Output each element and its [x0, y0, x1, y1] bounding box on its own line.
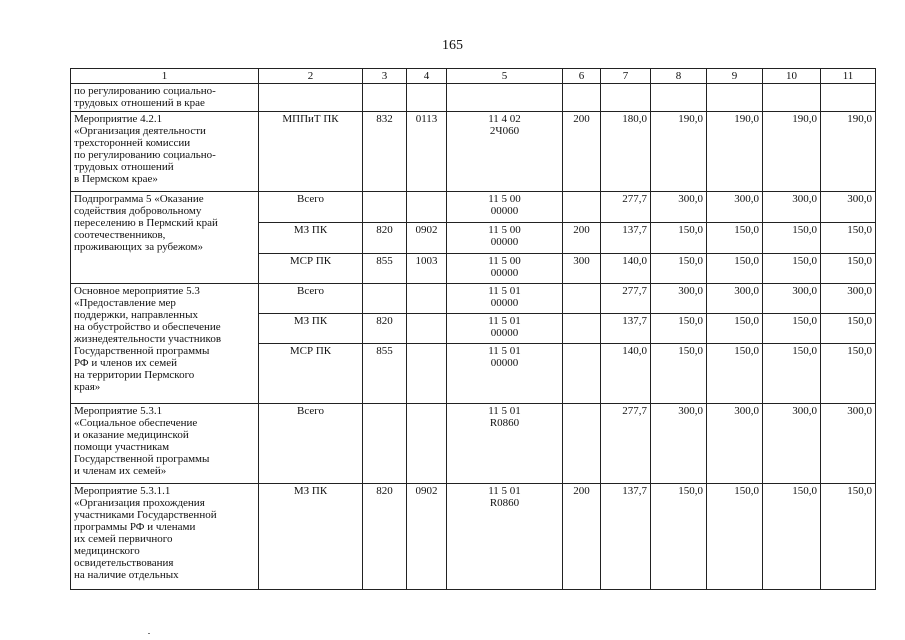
table-cell: 150,0: [821, 314, 876, 344]
table-cell: МЗ ПК: [259, 314, 363, 344]
table-cell: 0113: [407, 112, 447, 192]
table-cell: 150,0: [651, 223, 707, 254]
table-cell: [363, 192, 407, 223]
table-cell: 150,0: [651, 314, 707, 344]
table-cell: [363, 284, 407, 314]
table-cell: 200: [563, 112, 601, 192]
table-cell: 137,7: [601, 314, 651, 344]
table-cell: 820: [363, 223, 407, 254]
table-cell: 11 5 01 00000: [447, 314, 563, 344]
table-cell: 11 5 01 00000: [447, 344, 563, 404]
table-cell: 820: [363, 314, 407, 344]
table-cell: 150,0: [821, 484, 876, 590]
table-cell: [363, 404, 407, 484]
table-cell: 300,0: [707, 284, 763, 314]
table-cell: [563, 314, 601, 344]
table-cell: 190,0: [821, 112, 876, 192]
table-cell: 0902: [407, 484, 447, 590]
page-number: 165: [442, 38, 463, 53]
table-cell: 150,0: [707, 223, 763, 254]
row-name: Мероприятие 5.3.1 «Социальное обеспечение и оказание медицинской помощи участникам Государственной программы и членам их семей»: [71, 404, 259, 484]
row-name: Основное мероприятие 5.3 «Предоставление мер поддержки, направленных на обустройство и обеспечение жизнедеятельности участников Государственной программы РФ и членов их семей на территории Пермского края»: [71, 284, 259, 404]
header-cell: 1: [71, 69, 259, 84]
table-cell: 855: [363, 344, 407, 404]
header-cell: 7: [601, 69, 651, 84]
table-cell: МСР ПК: [259, 344, 363, 404]
table-cell: 277,7: [601, 284, 651, 314]
table-cell: 300: [563, 254, 601, 284]
header-cell: 3: [363, 69, 407, 84]
table-cell: 300,0: [821, 284, 876, 314]
table-cell: 300,0: [763, 192, 821, 223]
table-cell: 300,0: [707, 404, 763, 484]
table-cell: 190,0: [763, 112, 821, 192]
table-cell: 200: [563, 484, 601, 590]
table-cell: 150,0: [821, 254, 876, 284]
table-cell: 150,0: [763, 344, 821, 404]
scan-speck: [148, 633, 150, 634]
table-cell: 150,0: [821, 223, 876, 254]
table-cell: 140,0: [601, 344, 651, 404]
table-cell: 150,0: [707, 484, 763, 590]
table-cell: [407, 404, 447, 484]
table-cell: [407, 284, 447, 314]
table-cell: [651, 84, 707, 112]
table-cell: 855: [363, 254, 407, 284]
table-cell: [363, 84, 407, 112]
table-cell: 11 5 01 00000: [447, 284, 563, 314]
table-cell: 11 5 01 R0860: [447, 404, 563, 484]
table-cell: 180,0: [601, 112, 651, 192]
table-row: [71, 284, 876, 314]
table-row: [71, 84, 876, 112]
table-cell: 820: [363, 484, 407, 590]
table-cell: 300,0: [651, 404, 707, 484]
table-cell: 300,0: [821, 192, 876, 223]
table-cell: [563, 284, 601, 314]
table-cell: [563, 404, 601, 484]
table-cell: 150,0: [707, 254, 763, 284]
table-cell: 150,0: [763, 484, 821, 590]
table-row: [71, 484, 876, 590]
table-cell: 150,0: [707, 344, 763, 404]
table-cell: 11 4 02 2Ч060: [447, 112, 563, 192]
table-cell: 150,0: [763, 254, 821, 284]
table-cell: МППиТ ПК: [259, 112, 363, 192]
table-cell: 1003: [407, 254, 447, 284]
row-name: по регулированию социально- трудовых отношений в крае: [71, 84, 259, 112]
table-cell: [707, 84, 763, 112]
table-cell: [407, 192, 447, 223]
header-cell: 9: [707, 69, 763, 84]
table-cell: Всего: [259, 404, 363, 484]
table-cell: 150,0: [763, 314, 821, 344]
table-cell: [407, 314, 447, 344]
table-cell: 300,0: [651, 284, 707, 314]
header-cell: 2: [259, 69, 363, 84]
table-row: [71, 404, 876, 484]
table-cell: 190,0: [651, 112, 707, 192]
table-cell: [563, 344, 601, 404]
table-cell: МЗ ПК: [259, 223, 363, 254]
table-cell: 11 5 00 00000: [447, 223, 563, 254]
table-cell: [563, 192, 601, 223]
table-cell: 277,7: [601, 192, 651, 223]
header-cell: 6: [563, 69, 601, 84]
table-row: [71, 112, 876, 192]
table-cell: 137,7: [601, 223, 651, 254]
table-cell: МСР ПК: [259, 254, 363, 284]
table-cell: 11 5 01 R0860: [447, 484, 563, 590]
table-cell: [601, 84, 651, 112]
table-cell: 150,0: [651, 254, 707, 284]
table-cell: 11 5 00 00000: [447, 254, 563, 284]
table-cell: 150,0: [651, 484, 707, 590]
table-cell: Всего: [259, 284, 363, 314]
table-cell: 150,0: [821, 344, 876, 404]
table-cell: 0902: [407, 223, 447, 254]
table-cell: 300,0: [707, 192, 763, 223]
table-cell: МЗ ПК: [259, 484, 363, 590]
table-cell: 150,0: [651, 344, 707, 404]
table-cell: 140,0: [601, 254, 651, 284]
table-cell: 300,0: [651, 192, 707, 223]
table-cell: [407, 344, 447, 404]
table-cell: 137,7: [601, 484, 651, 590]
table-cell: 11 5 00 00000: [447, 192, 563, 223]
table-cell: 190,0: [707, 112, 763, 192]
table-cell: 150,0: [707, 314, 763, 344]
budget-table: [70, 68, 876, 590]
table-cell: 832: [363, 112, 407, 192]
table-cell: [563, 84, 601, 112]
header-cell: 4: [407, 69, 447, 84]
table-cell: 300,0: [821, 404, 876, 484]
table-cell: 277,7: [601, 404, 651, 484]
header-cell: 5: [447, 69, 563, 84]
table-cell: 200: [563, 223, 601, 254]
header-cell: 11: [821, 69, 876, 84]
table-cell: 150,0: [763, 223, 821, 254]
row-name: Мероприятие 4.2.1 «Организация деятельности трехсторонней комиссии по регулированию социально- трудовых отношений в Пермском крае»: [71, 112, 259, 192]
table-header-row: [71, 69, 876, 84]
row-name: Мероприятие 5.3.1.1 «Организация прохождения участниками Государственной программы РФ и членами их семей первичного медицинского освидетельствования на наличие отдельных: [71, 484, 259, 590]
table-cell: [259, 84, 363, 112]
header-cell: 8: [651, 69, 707, 84]
table-cell: 300,0: [763, 404, 821, 484]
header-cell: 10: [763, 69, 821, 84]
table-cell: [821, 84, 876, 112]
table-cell: Всего: [259, 192, 363, 223]
table-cell: [407, 84, 447, 112]
row-name: Подпрограмма 5 «Оказание содействия добровольному переселению в Пермский край соотечественников, проживающих за рубежом»: [71, 192, 259, 284]
table-row: [71, 192, 876, 223]
table-cell: [447, 84, 563, 112]
table-cell: [763, 84, 821, 112]
table-cell: 300,0: [763, 284, 821, 314]
